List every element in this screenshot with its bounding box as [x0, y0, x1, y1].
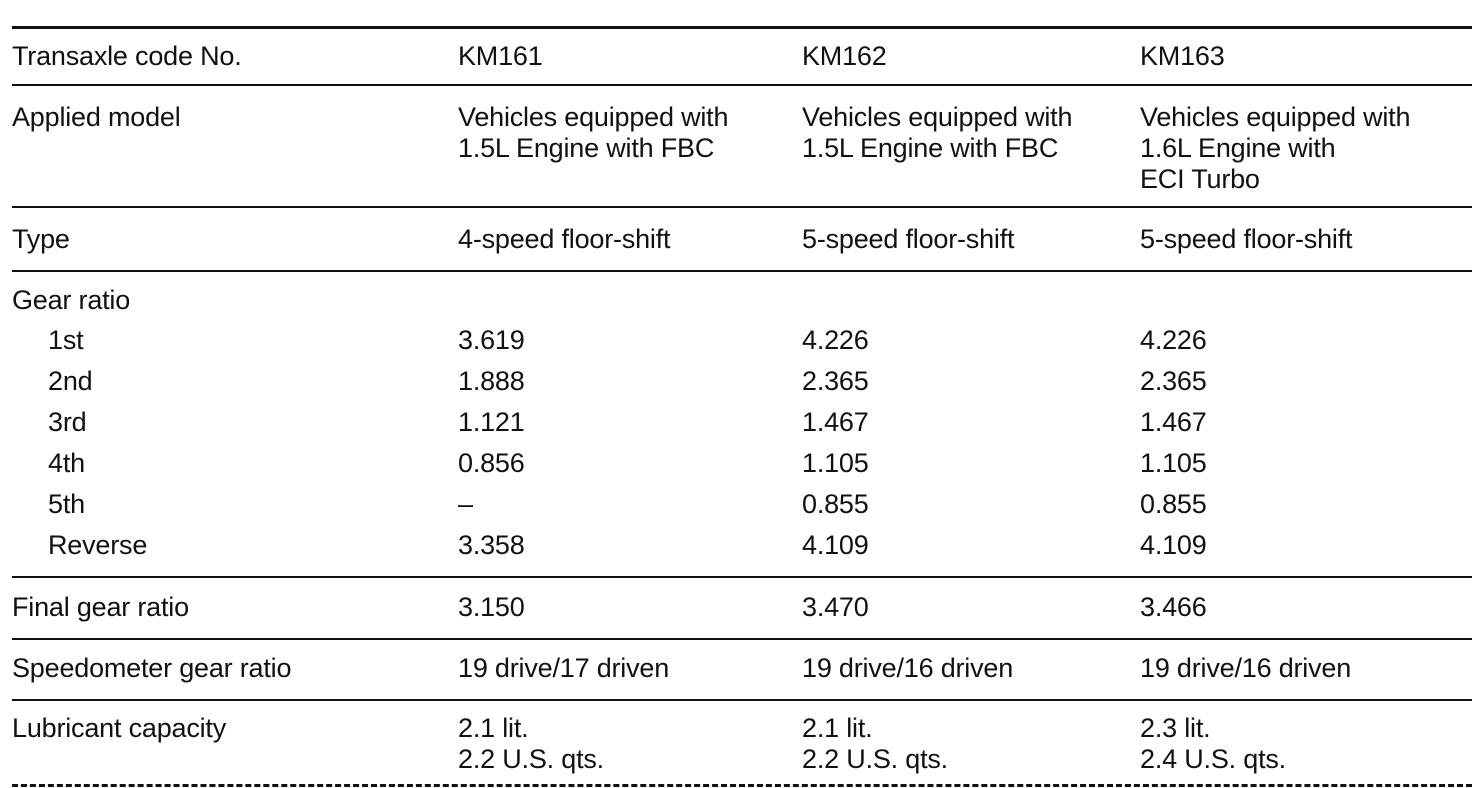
row-divider — [12, 84, 1472, 86]
transaxle-code-label: Transaxle code No. — [12, 41, 242, 71]
gear-2nd-km163: 2.365 — [1140, 366, 1207, 396]
lubricant-capacity-line: 2.4 U.S. qts. — [1140, 744, 1286, 774]
gear-2nd-km162: 2.365 — [802, 366, 869, 396]
gear-5th-km163: 0.855 — [1140, 489, 1207, 519]
lubricant-capacity-line: 2.2 U.S. qts. — [458, 744, 604, 774]
gear-4th-km161: 0.856 — [458, 448, 525, 478]
table-bottom-rule — [12, 784, 1472, 787]
final-gear-ratio-km162: 3.470 — [802, 592, 869, 622]
row-divider — [12, 206, 1472, 208]
row-divider — [12, 576, 1472, 578]
final-gear-ratio-km161: 3.150 — [458, 592, 525, 622]
code-km161: KM161 — [458, 41, 543, 71]
gear-1st-km163: 4.226 — [1140, 325, 1207, 355]
lubricant-capacity-line: 2.2 U.S. qts. — [802, 744, 948, 774]
applied-model-label: Applied model — [12, 102, 181, 132]
gear-ratio-label: Gear ratio — [12, 285, 131, 315]
gear-3rd-km161: 1.121 — [458, 407, 525, 437]
gear-1st-km161: 3.619 — [458, 325, 525, 355]
code-km163: KM163 — [1140, 41, 1225, 71]
gear-3rd-km162: 1.467 — [802, 407, 869, 437]
gear-3rd-label: 3rd — [48, 407, 87, 437]
lubricant-capacity-line: 2.1 lit. — [802, 713, 873, 743]
type-km162: 5-speed floor-shift — [802, 224, 1015, 254]
speedometer-gear-ratio-km163: 19 drive/16 driven — [1140, 653, 1352, 683]
gear-reverse-label: Reverse — [48, 530, 148, 560]
gear-3rd-km163: 1.467 — [1140, 407, 1207, 437]
speedometer-gear-ratio-km162: 19 drive/16 driven — [802, 653, 1014, 683]
type-km161: 4-speed floor-shift — [458, 224, 671, 254]
type-label: Type — [12, 224, 70, 254]
lubricant-capacity-label: Lubricant capacity — [12, 713, 227, 743]
speedometer-gear-ratio-km161: 19 drive/17 driven — [458, 653, 670, 683]
row-divider — [12, 270, 1472, 272]
lubricant-capacity-line: 2.3 lit. — [1140, 713, 1211, 743]
row-divider — [12, 638, 1472, 640]
applied-model-line: 1.5L Engine with FBC — [802, 133, 1059, 163]
final-gear-ratio-label: Final gear ratio — [12, 592, 189, 622]
speedometer-gear-ratio-label: Speedometer gear ratio — [12, 653, 292, 683]
applied-model-line: 1.6L Engine with — [1140, 133, 1336, 163]
applied-model-line: Vehicles equipped with — [458, 102, 729, 132]
applied-model-km162 — [802, 102, 1072, 164]
gear-2nd-label: 2nd — [48, 366, 93, 396]
lubricant-capacity-km161 — [458, 713, 604, 775]
gear-5th-label: 5th — [48, 489, 85, 519]
gear-4th-km163: 1.105 — [1140, 448, 1207, 478]
type-km163: 5-speed floor-shift — [1140, 224, 1353, 254]
final-gear-ratio-km163: 3.466 — [1140, 592, 1207, 622]
table-top-rule — [12, 26, 1472, 29]
applied-model-line: Vehicles equipped with — [802, 102, 1073, 132]
applied-model-line: Vehicles equipped with — [1140, 102, 1411, 132]
gear-2nd-km161: 1.888 — [458, 366, 525, 396]
gear-1st-label: 1st — [48, 325, 84, 355]
gear-5th-km161: – — [458, 489, 473, 519]
gear-4th-label: 4th — [48, 448, 85, 478]
lubricant-capacity-km163 — [1140, 713, 1286, 775]
code-km162: KM162 — [802, 41, 887, 71]
gear-1st-km162: 4.226 — [802, 325, 869, 355]
applied-model-km163 — [1140, 102, 1410, 195]
row-divider — [12, 699, 1472, 701]
gear-reverse-km161: 3.358 — [458, 530, 525, 560]
lubricant-capacity-km162 — [802, 713, 948, 775]
applied-model-line: ECI Turbo — [1140, 164, 1260, 194]
gear-5th-km162: 0.855 — [802, 489, 869, 519]
gear-4th-km162: 1.105 — [802, 448, 869, 478]
specification-table — [12, 26, 1472, 784]
applied-model-line: 1.5L Engine with FBC — [458, 133, 715, 163]
gear-reverse-km163: 4.109 — [1140, 530, 1207, 560]
applied-model-km161 — [458, 102, 728, 164]
gear-reverse-km162: 4.109 — [802, 530, 869, 560]
lubricant-capacity-line: 2.1 lit. — [458, 713, 529, 743]
